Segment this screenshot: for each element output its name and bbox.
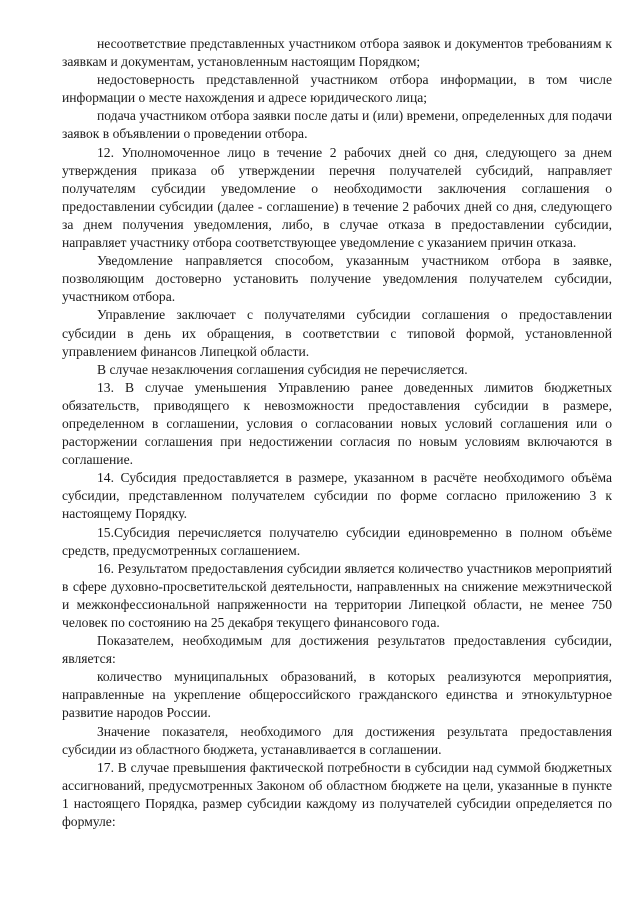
paragraph-clause-12: 12. Уполномоченное лицо в течение 2 рабочих дней со дня, следующего за днем утверждения приказа об утверждении перечня получателей субсидий, направляет получателям субсидии уведомление о необходимости заключения соглашения о предоставлении субсидии (далее - соглашение) в течение 2 рабочих дней со дня, следующего за днем получения уведомления, либо, в случае отказа в предоставлении субсидии, направляет участнику отбора соответствующее уведомление с указанием причин отказа. (62, 144, 612, 251)
paragraph-clause-14: 14. Субсидия предоставляется в размере, указанном в расчёте необходимого объёма субсидии, представленном получателем субсидии по форме согласно приложению 3 к настоящему Порядку. (62, 470, 612, 522)
paragraph-clause-17: 17. В случае превышения фактической потребности в субсидии над суммой бюджетных ассигнований, предусмотренных Законом об областном бюджете на цели, указанные в пункте 1 настоящего Порядка, размер субсидии каждому из получателей субсидии определяется по формуле: (62, 759, 612, 830)
paragraph-rejection-inaccuracy: недостоверность представленной участником отбора информации, в том числе информации о месте нахождения и адресе юридического лица; (62, 72, 612, 106)
paragraph-rejection-mismatch: несоответствие представленных участником отбора заявок и документов требованиям к заявкам и документам, установленным настоящим Порядком; (62, 36, 612, 70)
paragraph-no-agreement: В случае незаключения соглашения субсидия не перечисляется. (97, 361, 468, 377)
document-page (62, 35, 612, 831)
paragraph-agreement-conclusion: Управление заключает с получателями субсидии соглашения о предоставлении субсидии в день их обращения, в соответствии с типовой формой, установленной управлением финансов Липецкой области. (62, 307, 612, 359)
paragraph-clause-13: 13. В случае уменьшения Управлению ранее доведенных лимитов бюджетных обязательств, приводящего к невозможности предоставления субсидии в размере, определенном в соглашении, условия о согласовании новых условий соглашения или о расторжении соглашения при недостижении согласия по новым условиям включаются в соглашение. (62, 379, 612, 468)
paragraph-indicator-municipalities: количество муниципальных образований, в которых реализуются мероприятия, направленные на укрепление общероссийского гражданского единства и этнокультурное развитие народов России. (62, 669, 612, 721)
paragraph-clause-15: 15.Субсидия перечисляется получателю субсидии единовременно в полном объёме средств, предусмотренных соглашением. (62, 524, 612, 558)
paragraph-indicator-intro: Показателем, необходимым для достижения результатов предоставления субсидии, является: (62, 633, 612, 667)
paragraph-clause-16: 16. Результатом предоставления субсидии является количество участников мероприятий в сфере духовно-просветительской деятельности, направленных на снижение межэтнической и межконфессиональной напряженности на территории Липецкой области, не менее 750 человек по состоянию на 25 декабря текущего финансового года. (62, 560, 612, 630)
paragraph-rejection-late-submission: подача участником отбора заявки после даты и (или) времени, определенных для подачи заявок в объявлении о проведении отбора. (62, 108, 612, 142)
paragraph-notification-method: Уведомление направляется способом, указанным участником отбора в заявке, позволяющим достоверно установить получение уведомления получателем субсидии, участником отбора. (62, 253, 612, 305)
paragraph-indicator-value: Значение показателя, необходимого для достижения результата предоставления субсидии из областного бюджета, устанавливается в соглашении. (62, 723, 612, 757)
